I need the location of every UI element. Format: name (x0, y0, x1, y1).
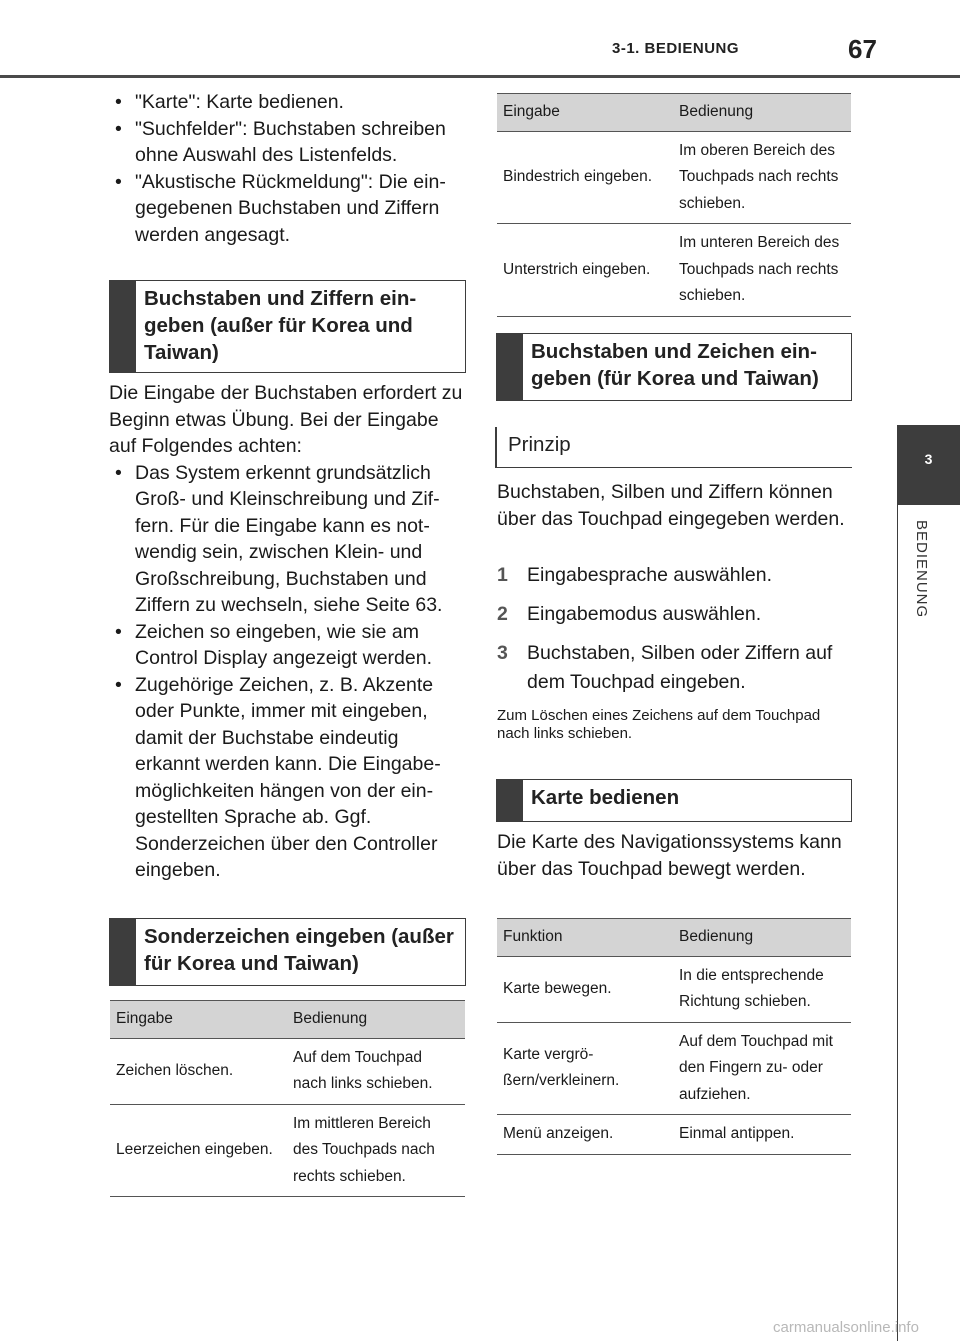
table-header-cell: Funktion (497, 919, 673, 957)
header-rule (0, 75, 960, 78)
note-text: Zum Löschen eines Zeichens auf dem Touchpad nach links schieben. (497, 707, 821, 742)
chapter-tab (897, 425, 960, 505)
section4-intro: Die Karte des Navigationssystems kann über das Touchpad bewegt werden. (497, 831, 842, 880)
table-cell: In die entsprechende Richtung schieben. (673, 956, 851, 1022)
section-heading-letters-digits (109, 280, 466, 373)
subsection-heading-principle (495, 427, 852, 468)
section-heading-bar (110, 281, 136, 372)
step-number: 1 (497, 564, 508, 586)
table-cell: Karte vergrößern/verkleinern. (497, 1022, 673, 1115)
table-cell: Im mittleren Bereich des Touchpads nach rechts schieben. (287, 1104, 465, 1197)
step-number: 2 (497, 603, 508, 625)
table-row (497, 224, 851, 317)
section-heading-text: Buchstaben und Ziffern eingeben (außer für Korea und Taiwan) (144, 287, 417, 364)
page-number: 67 (848, 34, 877, 64)
bullet-item: • Zugehörige Zeichen, z. B. Akzente oder Punkte, immer mit eingeben, damit der Buchstabe eindeutig erkannt werden kann. Die Eingabemöglichkeiten hängen von der eingestellten Sprache ab. Ggf. Sonderzeichen über den Controller eingeben. (109, 672, 465, 884)
chapter-title: 3-1. BEDIENUNG (612, 40, 740, 57)
table-cell: Leerzeichen eingeben. (110, 1104, 287, 1197)
table-header-row (497, 919, 851, 957)
section-heading-bar (497, 334, 523, 400)
special-characters-table-continued (497, 93, 851, 317)
subsection-heading-text: Prinzip (508, 433, 571, 456)
table-cell: Bindestrich eingeben. (497, 131, 673, 224)
table-cell: Im oberen Bereich des Touchpads nach rechts schieben. (673, 131, 851, 224)
section-heading-bar (110, 919, 136, 985)
bullet-item: • "Karte": Karte bedienen. (109, 89, 465, 116)
table-header-row (110, 1001, 465, 1039)
section1-body (109, 380, 465, 884)
step-text: Eingabesprache auswählen. (527, 564, 773, 586)
map-operation-table (497, 918, 851, 1155)
chapter-tab-label: BEDIENUNG (913, 520, 930, 619)
section-heading-text: Buchstaben und Zeichen eingeben (für Korea und Taiwan) (531, 340, 819, 390)
chapter-tab-line (897, 505, 898, 1341)
section1-intro: Die Eingabe der Buchstaben erfordert zu Beginn etwas Übung. Bei der Eingabe auf Folgendes achten: (109, 382, 463, 457)
table-header-cell: Eingabe (110, 1001, 287, 1039)
table-cell: Zeichen löschen. (110, 1038, 287, 1104)
section-heading-special-characters (109, 918, 466, 986)
table-header-cell: Eingabe (497, 94, 673, 132)
table-cell: Im unteren Bereich des Touchpads nach rechts schieben. (673, 224, 851, 317)
section-heading-map (496, 779, 852, 822)
table-row (497, 1115, 851, 1155)
special-characters-table (110, 1000, 465, 1197)
watermark: carmanualsonline.info (773, 1319, 919, 1336)
table-cell: Unterstrich eingeben. (497, 224, 673, 317)
table-cell: Auf dem Touchpad mit den Fingern zu- oder aufziehen. (673, 1022, 851, 1115)
table-row (110, 1038, 465, 1104)
step-number: 3 (497, 642, 508, 664)
table-header-cell: Bedienung (673, 94, 851, 132)
table-row (497, 956, 851, 1022)
section-heading-korea-taiwan (496, 333, 852, 401)
table-cell: Menü anzeigen. (497, 1115, 673, 1155)
chapter-tab-number: 3 (924, 451, 933, 467)
table-row (497, 131, 851, 224)
table-cell: Auf dem Touchpad nach links schieben. (287, 1038, 465, 1104)
section-heading-text: Karte bedienen (531, 786, 680, 809)
section-heading-text: Sonderzeichen eingeben (außer für Korea und Taiwan) (144, 925, 454, 975)
table-cell: Karte bewegen. (497, 956, 673, 1022)
table-row (110, 1104, 465, 1197)
section3-intro: Buchstaben, Silben und Ziffern können über das Touchpad eingegeben werden. (497, 481, 845, 530)
table-cell: Einmal antippen. (673, 1115, 851, 1155)
bullet-item: • "Suchfelder": Buchstaben schreiben ohne Auswahl des Listenfelds. (109, 116, 465, 169)
table-header-row (497, 94, 851, 132)
bullet-item: • Zeichen so eingeben, wie sie am Control Display angezeigt werden. (109, 619, 465, 672)
note-block (497, 707, 837, 743)
top-bullet-list (109, 89, 465, 248)
step-text: Buchstaben, Silben oder Ziffern auf dem Touchpad eingeben. (527, 642, 833, 693)
step-text: Eingabemodus auswählen. (527, 603, 762, 625)
table-row (497, 1022, 851, 1115)
table-header-cell: Bedienung (673, 919, 851, 957)
bullet-item: • "Akustische Rückmeldung": Die eingegebenen Buchstaben und Ziffern werden angesagt. (109, 169, 465, 249)
section3-intro-block (497, 479, 852, 532)
section-heading-bar (497, 780, 523, 821)
table-header-cell: Bedienung (287, 1001, 465, 1039)
bullet-item: • Das System erkennt grundsätzlich Groß- und Kleinschreibung und Ziffern. Für die Eingabe kann es notwendig sein, zwischen Klein- und Großschreibung, Buchstaben und Ziffern zu wechseln, siehe Seite 63. (109, 460, 465, 619)
section4-intro-block (497, 829, 852, 882)
